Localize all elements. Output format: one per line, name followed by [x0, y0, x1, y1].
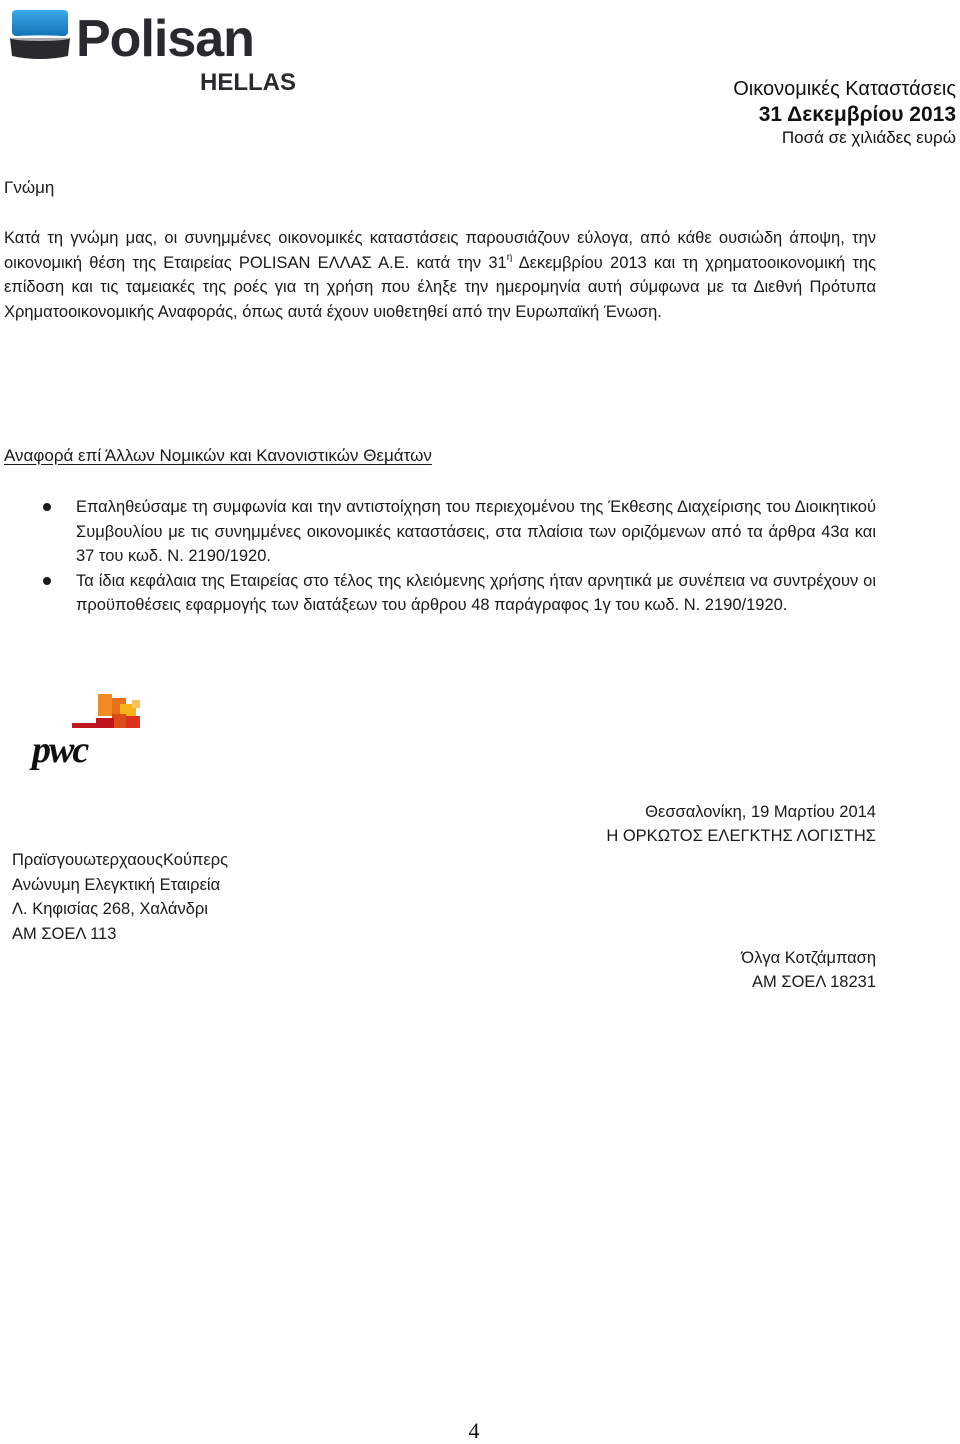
other-matters-heading: Αναφορά επί Άλλων Νομικών και Κανονιστικών Θεμάτων	[4, 446, 432, 465]
pwc-wordmark: pwc	[32, 729, 88, 771]
page-number: 4	[468, 1418, 480, 1443]
polisan-wordmark: Polisan	[76, 10, 254, 68]
firm-name: ΠραϊσγουωτερχαουςΚούπερς	[12, 851, 229, 869]
firm-registration: ΑΜ ΣΟΕΛ 113	[12, 925, 117, 943]
signature-role: Η ΟΡΚΩΤΟΣ ΕΛΕΓΚΤΗΣ ΛΟΓΙΣΤΗΣ	[606, 827, 876, 845]
bullet-icon	[43, 577, 51, 585]
opinion-text-part1: Κατά τη γνώμη μας, οι συνημμένες οικονομικές καταστάσεις παρουσιάζουν εύλογα, από κάθε ουσιώδη άποψη, την οικονομική θέση της Εταιρείας POLISAN ΕΛΛΑΣ Α.Ε. κατά την 31	[4, 229, 876, 272]
bullet-icon	[43, 503, 51, 511]
list-item	[4, 495, 876, 569]
amount-units: Ποσά σε χιλιάδες ευρώ	[781, 128, 956, 147]
auditor-name: Όλγα Κοτζάμπαση	[741, 949, 876, 967]
hellas-wordmark: HELLAS	[200, 69, 296, 96]
list-item-text: Επαληθεύσαμε τη συμφωνία και την αντιστοίχηση του περιεχομένου της Έκθεσης Διαχείρισης του Διοικητικού Συμβουλίου με τις συνημμένες οικονομικές καταστάσεις, στα πλαίσια των οριζόμενων από τα άρθρα 43α και 37 του κωδ. Ν. 2190/1920.	[76, 498, 876, 565]
pwc-blocks-icon	[72, 694, 140, 728]
pwc-logo	[28, 690, 148, 774]
polisan-hellas-logo	[6, 6, 320, 98]
document-title: Οικονομικές Καταστάσεις	[733, 78, 956, 100]
bucket-icon	[10, 10, 70, 59]
opinion-text-part2: Δεκεμβρίου 2013 και τη χρηματοοικονομική της επίδοση και τις ταμειακές της ροές για τη χρήση που έληξε την ημερομηνία αυτή σύμφωνα με τα Διεθνή Πρότυπα Χρηματοοικονομικής Αναφοράς, όπως αυτά έχουν υιοθετηθεί από την Ευρωπαϊκή Ένωση.	[4, 253, 876, 321]
list-item	[4, 569, 876, 618]
auditor-registration: ΑΜ ΣΟΕΛ 18231	[752, 973, 876, 991]
opinion-paragraph	[4, 226, 876, 324]
document-date: 31 Δεκεμβρίου 2013	[758, 103, 956, 126]
ordinal-superscript: η	[506, 252, 513, 263]
list-item-text: Τα ίδια κεφάλαια της Εταιρείας στο τέλος της κλειόμενης χρήσης ήταν αρνητικά με συνέπεια να συντρέχουν οι προϋποθέσεις εφαρμογής των διατάξεων του άρθρου 48 παράγραφος 1γ του κωδ. Ν. 2190/1920.	[76, 571, 876, 614]
signature-place-date: Θεσσαλονίκη, 19 Μαρτίου 2014	[645, 803, 876, 821]
firm-type: Ανώνυμη Ελεγκτική Εταιρεία	[12, 876, 221, 894]
opinion-heading: Γνώμη	[4, 178, 55, 197]
other-matters-list	[4, 495, 876, 618]
firm-address: Λ. Κηφισίας 268, Χαλάνδρι	[12, 900, 208, 918]
